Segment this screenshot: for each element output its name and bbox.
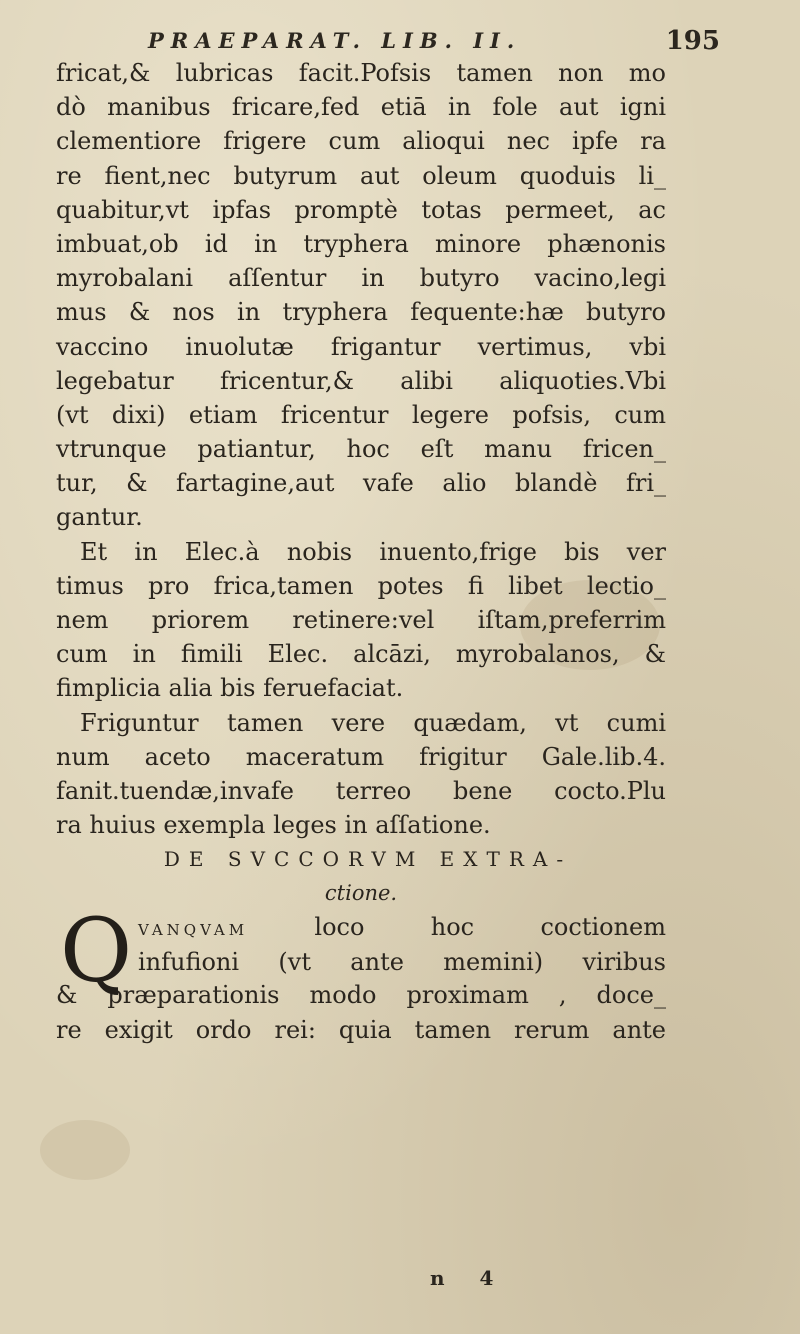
text-line: dò manibus fricare,fed etiā in fole aut igni: [56, 93, 666, 122]
running-head: PRAEPARAT. LIB. II.: [148, 28, 522, 53]
text-line: myrobalani aſſentur in butyro vacino,legi: [56, 264, 666, 293]
text-line: clementiore frigere cum alioqui nec ipfe ra: [56, 127, 666, 156]
text-line: num aceto maceratum frigitur Gale.lib.4.: [56, 742, 666, 771]
section-heading-continuation: ctione.: [324, 881, 398, 906]
text-line: nem priorem retinere:vel iſtam,preferrim: [56, 606, 666, 634]
text-line: Et in Elec.à nobis inuento,frige bis ver: [80, 537, 666, 566]
text-line: legebatur fricentur,& alibi aliquoties.Vbi: [56, 366, 666, 395]
text-line: fimplicia alia bis feruefaciat.: [56, 674, 404, 703]
text-line: (vt dixi) etiam fricentur legere pofsis, cum: [56, 400, 666, 429]
paragraph-1: [56, 56, 666, 535]
paper-stain: [40, 1120, 130, 1180]
text-line: re fient,nec butyrum aut oleum quoduis li_: [56, 161, 666, 190]
text-line: ra huius exempla leges in aſſatione.: [56, 811, 491, 840]
signature-mark: n 4: [430, 1266, 508, 1290]
text-block: [56, 56, 666, 1047]
text-line: fricat,& lubricas facit.Pofsis tamen non mo: [56, 59, 666, 87]
text-line: cum in fimili Elec. alcāzi, myrobalanos, &: [56, 640, 666, 669]
text-span: loco hoc coctionem: [314, 913, 666, 942]
drop-cap-initial: Q: [60, 899, 133, 1003]
text-line: gantur.: [56, 503, 143, 532]
text-line: mus & nos in tryphera fequente:hæ butyro: [56, 298, 666, 327]
paragraph-2: [56, 535, 666, 706]
section-heading: DE SVCCORVM EXTRA-: [163, 847, 573, 872]
paragraph-3: [56, 706, 666, 843]
page-number: 195: [665, 26, 720, 56]
text-line: infufioni (vt ante memini) viribus: [138, 947, 666, 976]
drop-cap-lines: [138, 910, 666, 978]
text-line: timus pro frica,tamen potes fi libet lectio_: [56, 571, 666, 600]
drop-cap-block: [56, 899, 666, 1012]
text-line: tur, & fartagine,aut vafe alio blandè fri_: [56, 469, 666, 498]
text-line: Friguntur tamen vere quædam, vt cumi: [80, 708, 666, 737]
text-line: quabitur,vt ipfas promptè totas permeet, ac: [56, 195, 666, 224]
small-caps-lead: VANQVAM: [138, 921, 249, 940]
text-line: vaccino inuolutæ frigantur vertimus, vbi: [56, 332, 666, 361]
paragraph-4: [56, 899, 666, 1046]
text-line: vtrunque patiantur, hoc eſt manu fricen_: [56, 435, 666, 464]
text-line: fanit.tuendæ,invafe terreo bene cocto.Plu: [56, 776, 666, 805]
text-line: & præparationis modo proximam , doce_: [56, 981, 666, 1010]
text-line: [138, 910, 666, 944]
text-line: re exigit ordo rei: quia tamen rerum ante: [56, 1015, 666, 1044]
text-line: imbuat,ob id in tryphera minore phænonis: [56, 229, 666, 258]
